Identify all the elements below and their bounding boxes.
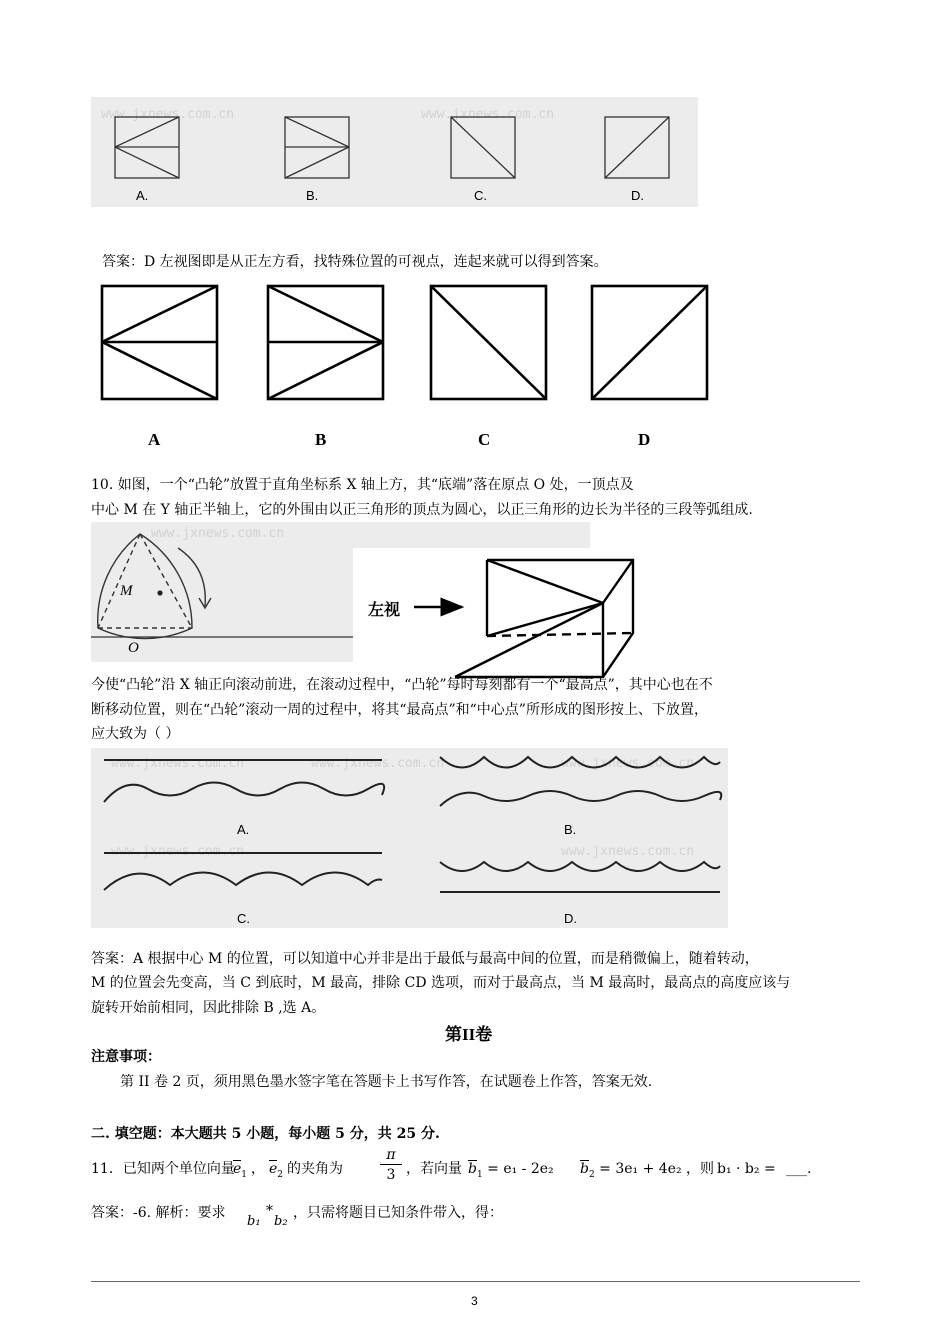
section-title: 第II卷 [445,1025,493,1044]
q11-blank: ___. [786,1161,812,1177]
q10-answer-line-3: 旋转开始前相同，因此排除 B ,选 A。 [91,1000,326,1016]
watermark-text: www.jxnews.com.cn [151,526,285,541]
q10-line-3: 今使“凸轮”沿 X 轴正向滚动前进，在滚动过程中，“凸轮”每时每刻都有一个“最高点”，其中心也在不 [91,677,713,693]
q10-line-2: 中心 M 在 Y 轴正半轴上，它的外围由以正三角形的顶点为圆心，以正三角形的边长为半径的三段等弧组成. [91,502,753,518]
watermark-text: www.jxnews.com.cn [111,756,245,771]
watermark-text: www.jxnews.com.cn [111,844,245,859]
q11-numerator: π [380,1146,402,1165]
wave-label-d: D. [564,911,577,926]
wave-label-a: A. [237,822,250,837]
figure-2-label-b: B [315,430,327,449]
figure-1-label-b: B. [306,188,319,203]
q11-b2-expression: $b_2 = 3e_1 + 4e_2$ [580,1161,682,1180]
wave-label-c: C. [237,911,250,926]
q11-answer-b2: b₂ [274,1214,288,1229]
q11-e1 [233,1158,247,1186]
figure-1-label-d: D. [631,188,644,203]
left-view-label: 左视 [368,602,401,619]
q11-e2-sub: 2 [277,1169,284,1180]
notice-text: 第 II 卷 2 页，须用黑色墨水签字笔在答题卡上书写作答，在试题卷上作答，答案无效. [120,1074,653,1090]
cam-label-m: M [120,583,133,599]
q11-then: ，则 [686,1161,714,1177]
figure-1-label-a: A. [136,188,149,203]
figure-1-label-c: C. [474,188,487,203]
footer-rule [91,1281,860,1282]
q11-denominator: 3 [386,1167,396,1183]
q11-product: b₁ · b₂ = [717,1161,776,1177]
q10-answer-line-1: 答案：A 根据中心 M 的位置，可以知道中心并非是出于最低与最高中间的位置，而是稍微偏上，随着转动， [91,951,759,967]
q11-e2 [269,1158,283,1186]
q11-e1-sub: 1 [241,1169,248,1180]
q10-line-4: 断移动位置，则在“凸轮”滚动一周的过程中，将其“最高点”和“中心点”所形成的图形按上、下放置， [91,702,708,718]
q11-sep: ， [251,1161,265,1177]
q11-prefix: 11．已知两个单位向量 [91,1161,235,1177]
q9-answer: 答案：D 左视图即是从正左方看，找特殊位置的可视点，连起来就可以得到答案。 [102,254,608,270]
q10-answer-line-2: M 的位置会先变高，当 C 到底时，M 最高，排除 CD 选项，而对于最高点，当 M 最高时，最高点的高度应该与 [91,975,791,991]
q11-answer-text-2: ，只需将题目已知条件带入，得： [293,1205,503,1221]
watermark-text: www.jxnews.com.cn [421,107,555,122]
q11-angle-text: 的夹角为 [287,1161,343,1177]
figure-2-label-d: D [638,430,651,449]
q11-mid: ，若向量 [406,1161,462,1177]
figure-2-label-c: C [478,430,491,449]
q10-line-5: 应大致为（ ） [91,726,180,742]
cam-label-o: O [128,640,139,656]
q10-line-1: 10. 如图，一个“凸轮”放置于直角坐标系 X 轴上方，其“底端”落在原点 O 处，一顶点及 [91,477,634,493]
part-2-title: 二. 填空题：本大题共 5 小题，每小题 5 分，共 25 分. [91,1126,440,1142]
watermark-text: www.jxnews.com.cn [561,756,695,771]
q11-e2-symbol: e [269,1161,278,1177]
q11-fraction [380,1146,402,1185]
page-number: 3 [471,1294,478,1308]
wave-label-b: B. [564,822,577,837]
watermark-text: www.jxnews.com.cn [101,107,235,122]
watermark-text: www.jxnews.com.cn [311,756,445,771]
figure-2-label-a: A [148,430,161,449]
q11-b1-expression: $b_1 = e_1 - 2e_2$ [468,1161,554,1180]
watermark-text: www.jxnews.com.cn [561,844,695,859]
q11-b2-rhs: = 3e₁ + 4e₂ [599,1161,682,1177]
notice-title: 注意事项： [91,1049,161,1065]
q11-answer-star: * [266,1203,273,1219]
q11-answer-text-1: 答案：-6. 解析：要求 [91,1205,226,1221]
q11-answer-b1: b₁ [247,1214,261,1229]
q11-e1-symbol: e [233,1161,242,1177]
q11-b1-rhs: = e₁ - 2e₂ [487,1161,554,1177]
